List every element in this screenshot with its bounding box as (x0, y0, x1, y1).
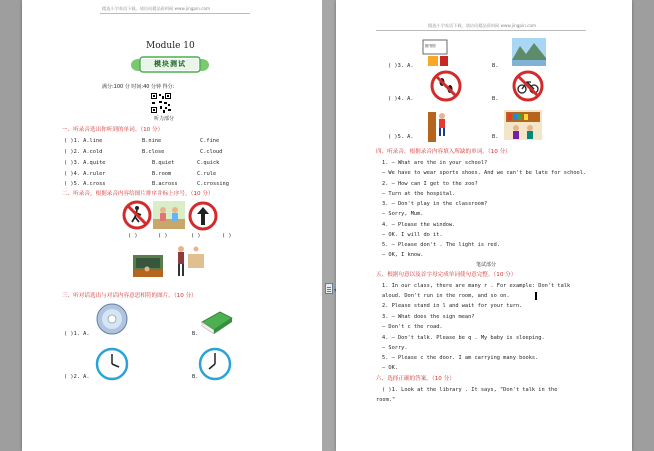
answer-blank: ( ) (222, 233, 232, 239)
library-sign-picture (420, 38, 450, 68)
page-header: 精选小学英语下载，请访问精品资料网 www.jingpin.com (428, 23, 537, 28)
ahead-only-sign-icon (188, 201, 218, 231)
text-line: — Turn at the hospital. (382, 191, 456, 197)
text-cursor (535, 292, 537, 300)
question-label: ( )1. A. (64, 331, 90, 337)
option-b-label: B. (192, 374, 199, 380)
question-label: ( )5. A. (388, 134, 414, 140)
text-line: 2. Please stand in l and wait for your turn. (382, 303, 523, 309)
banner-text: 模块测试 (154, 60, 186, 68)
clock-icon (95, 347, 129, 381)
section-5-title: 五、根据句意以及首字母完成单词使句意完整。（10 分） (376, 272, 517, 278)
no-bicycle-sign-icon (512, 70, 544, 102)
option-b: B.across (152, 181, 178, 187)
text-line: aloud. Don't run in the room, and so on. (382, 293, 510, 299)
text-line: 5. — Please don't . The light is red. (382, 242, 500, 248)
classroom-picture (133, 255, 163, 277)
listening-heading: 听力部分 (154, 116, 175, 122)
section-4-title: 四、听录音，根据录音内容填入所缺的单词。（10 分） (376, 149, 511, 155)
option-b: B.nine (142, 138, 162, 144)
text-line: 1. — What are the in your school? (382, 160, 488, 166)
answer-blank: ( ) (158, 233, 168, 239)
question-label: ( )2. A. (64, 374, 90, 380)
page-title: Module 10 (146, 41, 195, 51)
mountain-landscape-picture (512, 38, 546, 66)
option-b-label: B. (492, 134, 499, 140)
answer-blank: ( ) (128, 233, 138, 239)
option-b-label: B. (492, 63, 499, 69)
text-line: 5. — Please c the door. I am carrying many books. (382, 355, 539, 361)
option-b-label: B. (492, 96, 499, 102)
text-line: — OK, I know. (382, 252, 424, 258)
option-row: ( )4. A.ruler (64, 171, 106, 177)
text-line: — Don't c the road. (382, 324, 443, 330)
option-c: C.cloud (200, 149, 223, 155)
option-row: ( )3. A.quite (64, 160, 106, 166)
no-footprints-sign-icon (430, 70, 462, 102)
sidebar (322, 0, 336, 451)
text-line: 1. In our class, there are many r . For example: Don't talk (382, 283, 571, 289)
clock-icon (198, 347, 232, 381)
question-label: ( )4. A. (388, 96, 414, 102)
option-b: B.quiet (152, 160, 175, 166)
text-line: 4. — Please the window. (382, 222, 456, 228)
option-c: C.crossing (197, 181, 229, 187)
answer-blank: ( ) (191, 233, 201, 239)
people-at-desk-picture (172, 244, 206, 280)
cd-disc-picture (95, 302, 129, 336)
children-picture (153, 201, 185, 229)
text-line: 3. — What does the sign mean? (382, 314, 475, 320)
option-c: C.quick (197, 160, 220, 166)
text-line: ( )1. Look at the library . It says, "Don't talk in the (382, 387, 558, 393)
text-line: — Sorry. (382, 345, 408, 351)
text-line: 3. — Don't play in the classroom? (382, 201, 488, 207)
document-icon[interactable] (325, 283, 333, 294)
no-walking-sign-icon (122, 200, 152, 230)
qr-code (150, 92, 172, 114)
text-line: room." (376, 397, 396, 403)
text-line: — Sorry, Mum. (382, 211, 424, 217)
question-label: ( )3. A. (388, 63, 414, 69)
text-line: 4. — Don't talk. Please be q . My baby is sleeping. (382, 335, 545, 341)
section-6-title: 六、选择正确的答案。（10 分） (376, 376, 455, 382)
option-b: B.close (142, 149, 165, 155)
option-row: ( )2. A.cold (64, 149, 103, 155)
writing-heading: 笔试部分 (476, 262, 497, 268)
option-c: C.rule (197, 171, 217, 177)
section-3-title: 三、听对话选出与对话内容意思相符的图片。（10 分） (62, 293, 197, 299)
text-line: — OK. I will do it. (382, 232, 443, 238)
section-1-title: 一、听录音选出你听到的单词。（10 分） (62, 127, 164, 133)
section-2-title: 二、听录音，根据录音内容给图片排序并标上序号。（10 分） (62, 191, 214, 197)
text-line: 2. — How can I get to the zoo? (382, 181, 478, 187)
green-book-picture (198, 308, 234, 334)
document-page-2 (336, 0, 632, 451)
document-page-1 (22, 0, 322, 451)
page-header: 精选小学英语下载，请访问精品资料网 www.jingpin.com (102, 6, 211, 11)
boy-climbing-picture (424, 106, 454, 142)
option-row: ( )1. A.line (64, 138, 103, 144)
text-line: — We have to wear sports shoes. And we can't be late for school. (382, 170, 587, 176)
option-b: B.room (152, 171, 172, 177)
score-line: 满分:100 分 时间:40 分钟 得分: (102, 84, 175, 90)
sign-text: 图书馆 (425, 44, 436, 48)
children-reading-picture (504, 110, 542, 140)
option-row: ( )5. A.cross (64, 181, 106, 187)
option-c: C.fine (200, 138, 220, 144)
banner (130, 55, 210, 73)
option-b-label: B. (192, 331, 199, 337)
text-line: — OK. (382, 365, 398, 371)
